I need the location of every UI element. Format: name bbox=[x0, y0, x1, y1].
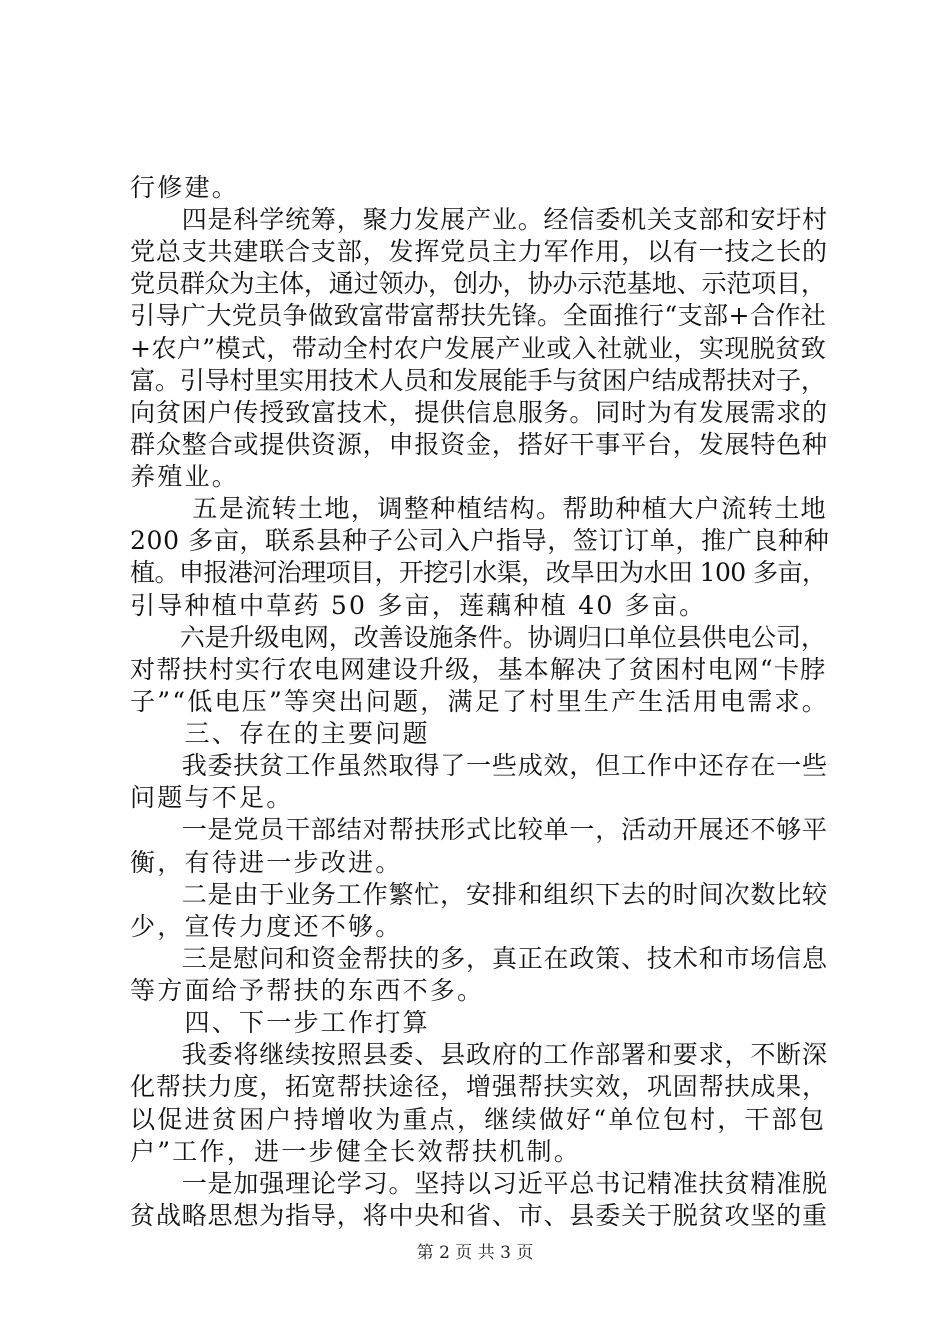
text-line: +农户”模式，带动全村农户发展产业或入社就业，实现脱贫致 bbox=[130, 333, 827, 363]
text-line: 党总支共建联合支部，发挥党员主力军作用，以有一技之长的 bbox=[130, 237, 828, 267]
text-line: 一是党员干部结对帮扶形式比较单一，活动开展还不够平 bbox=[130, 815, 828, 845]
text-line: 群众整合或提供资源，申报资金，搭好干事平台，发展特色种 bbox=[130, 429, 828, 459]
page-number-footer: 第 2 页 共 3 页 bbox=[416, 1243, 534, 1263]
text-line: 户”工作，进一步健全长效帮扶机制。 bbox=[130, 1136, 581, 1166]
text-line: 党员群众为主体，通过领办，创办，协办示范基地、示范项目， bbox=[130, 269, 826, 299]
text-line: 贫战略思想为指导，将中央和省、市、县委关于脱贫攻坚的重 bbox=[130, 1200, 828, 1230]
text-line: 我委将继续按照县委、县政府的工作部署和要求，不断深 bbox=[130, 1040, 828, 1070]
text-line: 衡，有待进一步改进。 bbox=[130, 847, 403, 877]
text-line: 子”“低电压”等突出问题，满足了村里生产生活用电需求。 bbox=[130, 686, 829, 716]
text-line: 养殖业。 bbox=[130, 462, 239, 492]
text-line: 问题与不足。 bbox=[130, 783, 294, 813]
section-heading: 四、下一步工作打算 bbox=[130, 1008, 430, 1038]
text-line: 一是加强理论学习。坚持以习近平总书记精准扶贫精准脱 bbox=[130, 1168, 828, 1198]
text-line: 引导种植中草药 50 多亩，莲藕种植 40 多亩。 bbox=[130, 590, 707, 620]
text-line: 化帮扶力度，拓宽帮扶途径，增强帮扶实效，巩固帮扶成果， bbox=[130, 1072, 828, 1102]
text-line: 行修建。 bbox=[130, 173, 239, 202]
text-line: 200 多亩，联系县种子公司入户指导，签订订单，推广良种种 bbox=[130, 526, 830, 556]
text-line: 以促进贫困户持增收为重点，继续做好“单位包村，干部包 bbox=[130, 1104, 827, 1134]
text-line: 我委扶贫工作虽然取得了一些成效，但工作中还存在一些 bbox=[130, 751, 828, 781]
text-line: 六是升级电网，改善设施条件。协调归口单位县供电公司， bbox=[130, 622, 826, 652]
text-line: 五是流转土地，调整种植结构。帮助种植大户流转土地 bbox=[130, 494, 827, 524]
text-line: 植。申报港河治理项目，开挖引水渠，改旱田为水田 100 多亩， bbox=[130, 558, 827, 588]
text-line: 富。引导村里实用技术人员和发展能手与贫困户结成帮扶对子， bbox=[130, 365, 826, 395]
text-line: 二是由于业务工作繁忙，安排和组织下去的时间次数比较 bbox=[130, 879, 828, 909]
section-heading: 三、存在的主要问题 bbox=[130, 719, 430, 749]
text-line: 四是科学统筹，聚力发展产业。经信委机关支部和安圩村 bbox=[130, 205, 828, 235]
text-line: 三是慰问和资金帮扶的多，真正在政策、技术和市场信息 bbox=[130, 943, 828, 973]
text-line: 等方面给予帮扶的东西不多。 bbox=[130, 976, 485, 1006]
text-line: 向贫困户传授致富技术，提供信息服务。同时为有发展需求的 bbox=[130, 397, 828, 427]
text-line: 少，宣传力度还不够。 bbox=[130, 911, 403, 941]
text-line: 对帮扶村实行农电网建设升级，基本解决了贫困村电网“卡脖 bbox=[130, 654, 827, 684]
text-line: 引导广大党员争做致富带富帮扶先锋。全面推行“支部+合作社 bbox=[130, 301, 827, 331]
